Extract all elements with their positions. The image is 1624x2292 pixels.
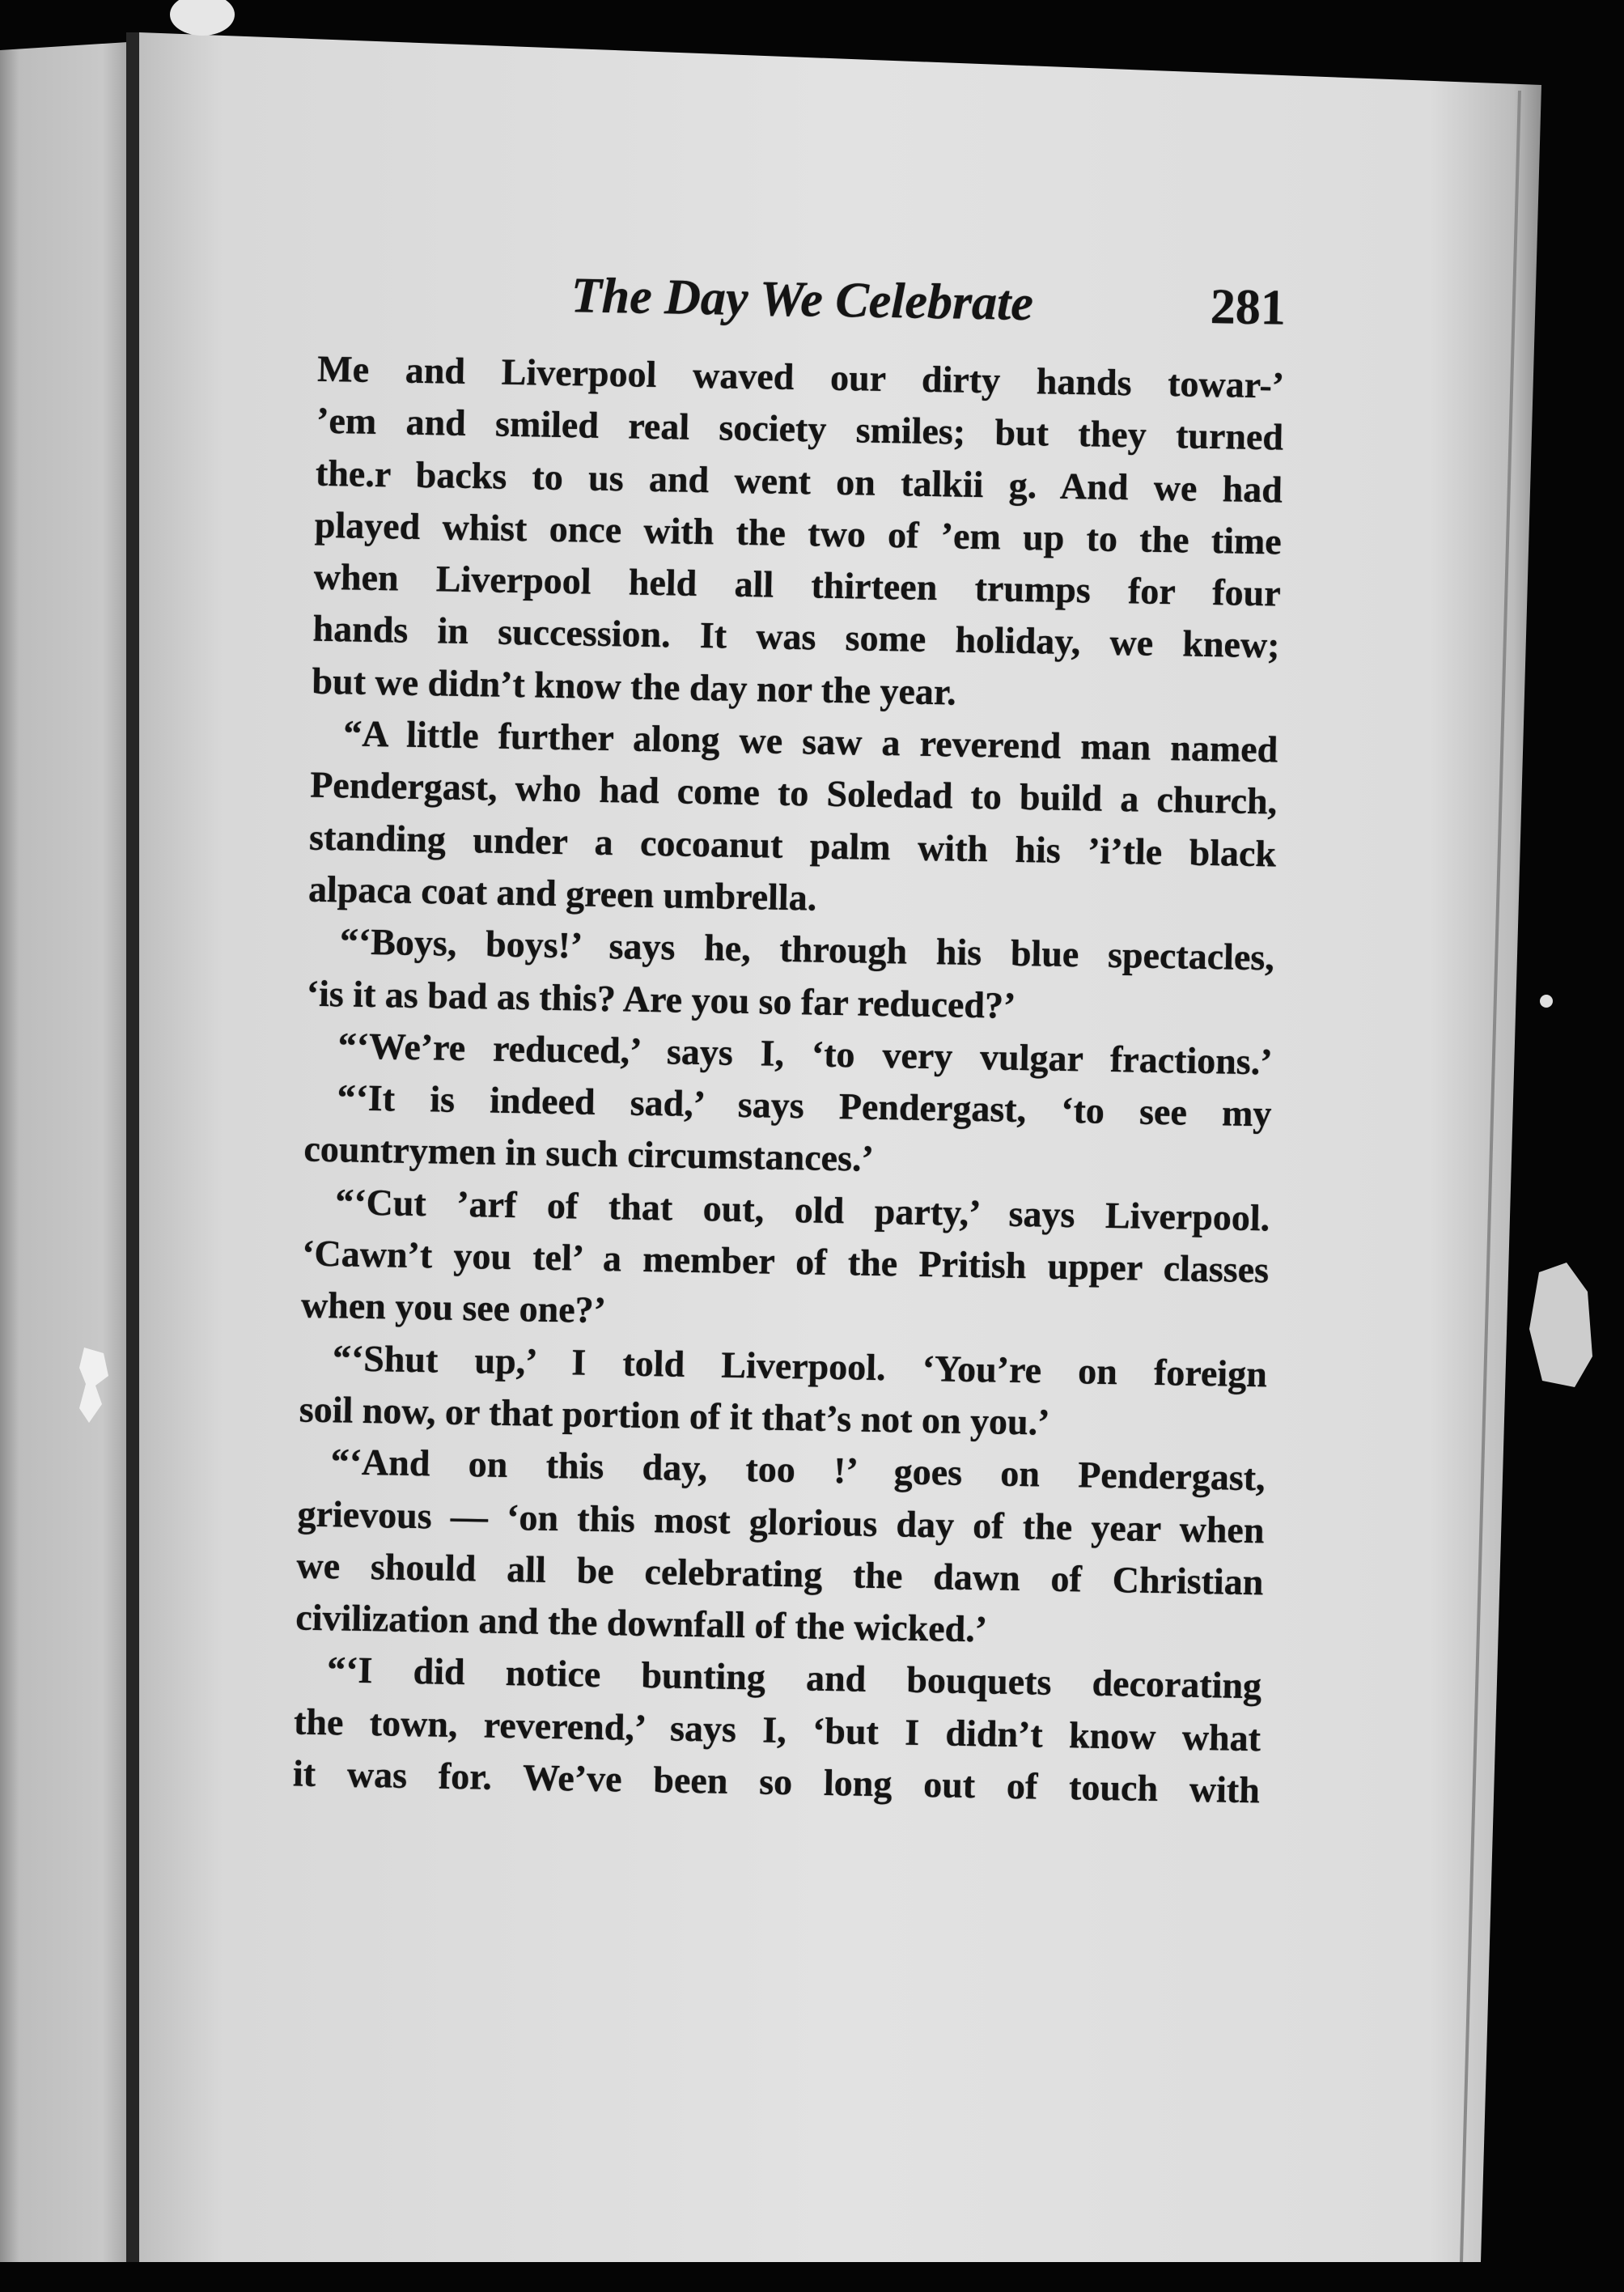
text-line: ‘Cawn’t you tel’ a member of the Pritish upper classes xyxy=(301,1232,1270,1291)
text-line: played whist once with the two of ’em up to the time xyxy=(314,503,1283,562)
text-line: the.r backs to us and went on talkii g. And we had xyxy=(315,452,1283,511)
running-head-title: The Day We Celebrate xyxy=(570,268,1034,332)
text-line: but we didn’t know the day nor the year. xyxy=(312,660,957,713)
text-line: Pendergast, who had come to Soledad to build a church, xyxy=(309,763,1278,822)
text-line: Me and Liverpool waved our dirty hands towar-’ xyxy=(316,347,1285,406)
text-block xyxy=(292,235,1287,1838)
text-line: when Liverpool held all thirteen trumps for four xyxy=(313,555,1282,614)
text-line: “‘I did notice bunting and bouquets decorating xyxy=(326,1649,1262,1707)
text-line: “‘Cut ’arf of that out, old party,’ says Liverpool. xyxy=(334,1180,1270,1239)
white-speck xyxy=(1540,995,1553,1008)
text-line: “‘Shut up,’ I told Liverpool. ‘You’re on foreign xyxy=(332,1336,1268,1395)
page-number: 281 xyxy=(1210,278,1287,336)
text-line: the town, reverend,’ says I, ‘but I didn’t know what xyxy=(293,1700,1261,1759)
text-line: “‘We’re reduced,’ says I, ‘to very vulgar fractions.’ xyxy=(337,1025,1273,1083)
text-line: “‘It is indeed sad,’ says Pendergast, ‘to see my xyxy=(337,1076,1272,1135)
text-line: “‘And on this day, too !’ goes on Pendergast, xyxy=(330,1441,1266,1499)
text-line: countrymen in such circumstances.’ xyxy=(303,1128,875,1180)
text-line: soil now, or that portion of it that’s not on you.’ xyxy=(299,1388,1050,1443)
text-line: ’em and smiled real society smiles; but they turned xyxy=(316,399,1284,458)
body-text xyxy=(292,343,1284,1817)
text-line: we should all be celebrating the dawn of Christian xyxy=(296,1544,1264,1603)
text-line: civilization and the downfall of the wicked.’ xyxy=(295,1596,988,1650)
text-line: “‘Boys, boys!’ says he, through his blue spectacles, xyxy=(339,920,1275,978)
left-page-edge xyxy=(0,42,128,2262)
text-line: when you see one?’ xyxy=(300,1284,607,1331)
text-line: alpaca coat and green umbrella. xyxy=(307,868,817,919)
text-line: “A little further along we saw a reverend man named xyxy=(342,712,1278,770)
text-line: ‘is it as bad as this? Are you so far reduced?’ xyxy=(306,972,1016,1026)
book-spine xyxy=(126,32,139,2262)
text-line: grievous — ‘on this most glorious day of the year when xyxy=(297,1492,1265,1551)
text-line: it was for. We’ve been so long out of touch with xyxy=(292,1752,1261,1811)
text-line: hands in succession. It was some holiday, we knew; xyxy=(312,608,1280,666)
text-line: standing under a cocoanut palm with his ’i’tle black xyxy=(308,816,1277,875)
running-header xyxy=(318,259,1286,341)
